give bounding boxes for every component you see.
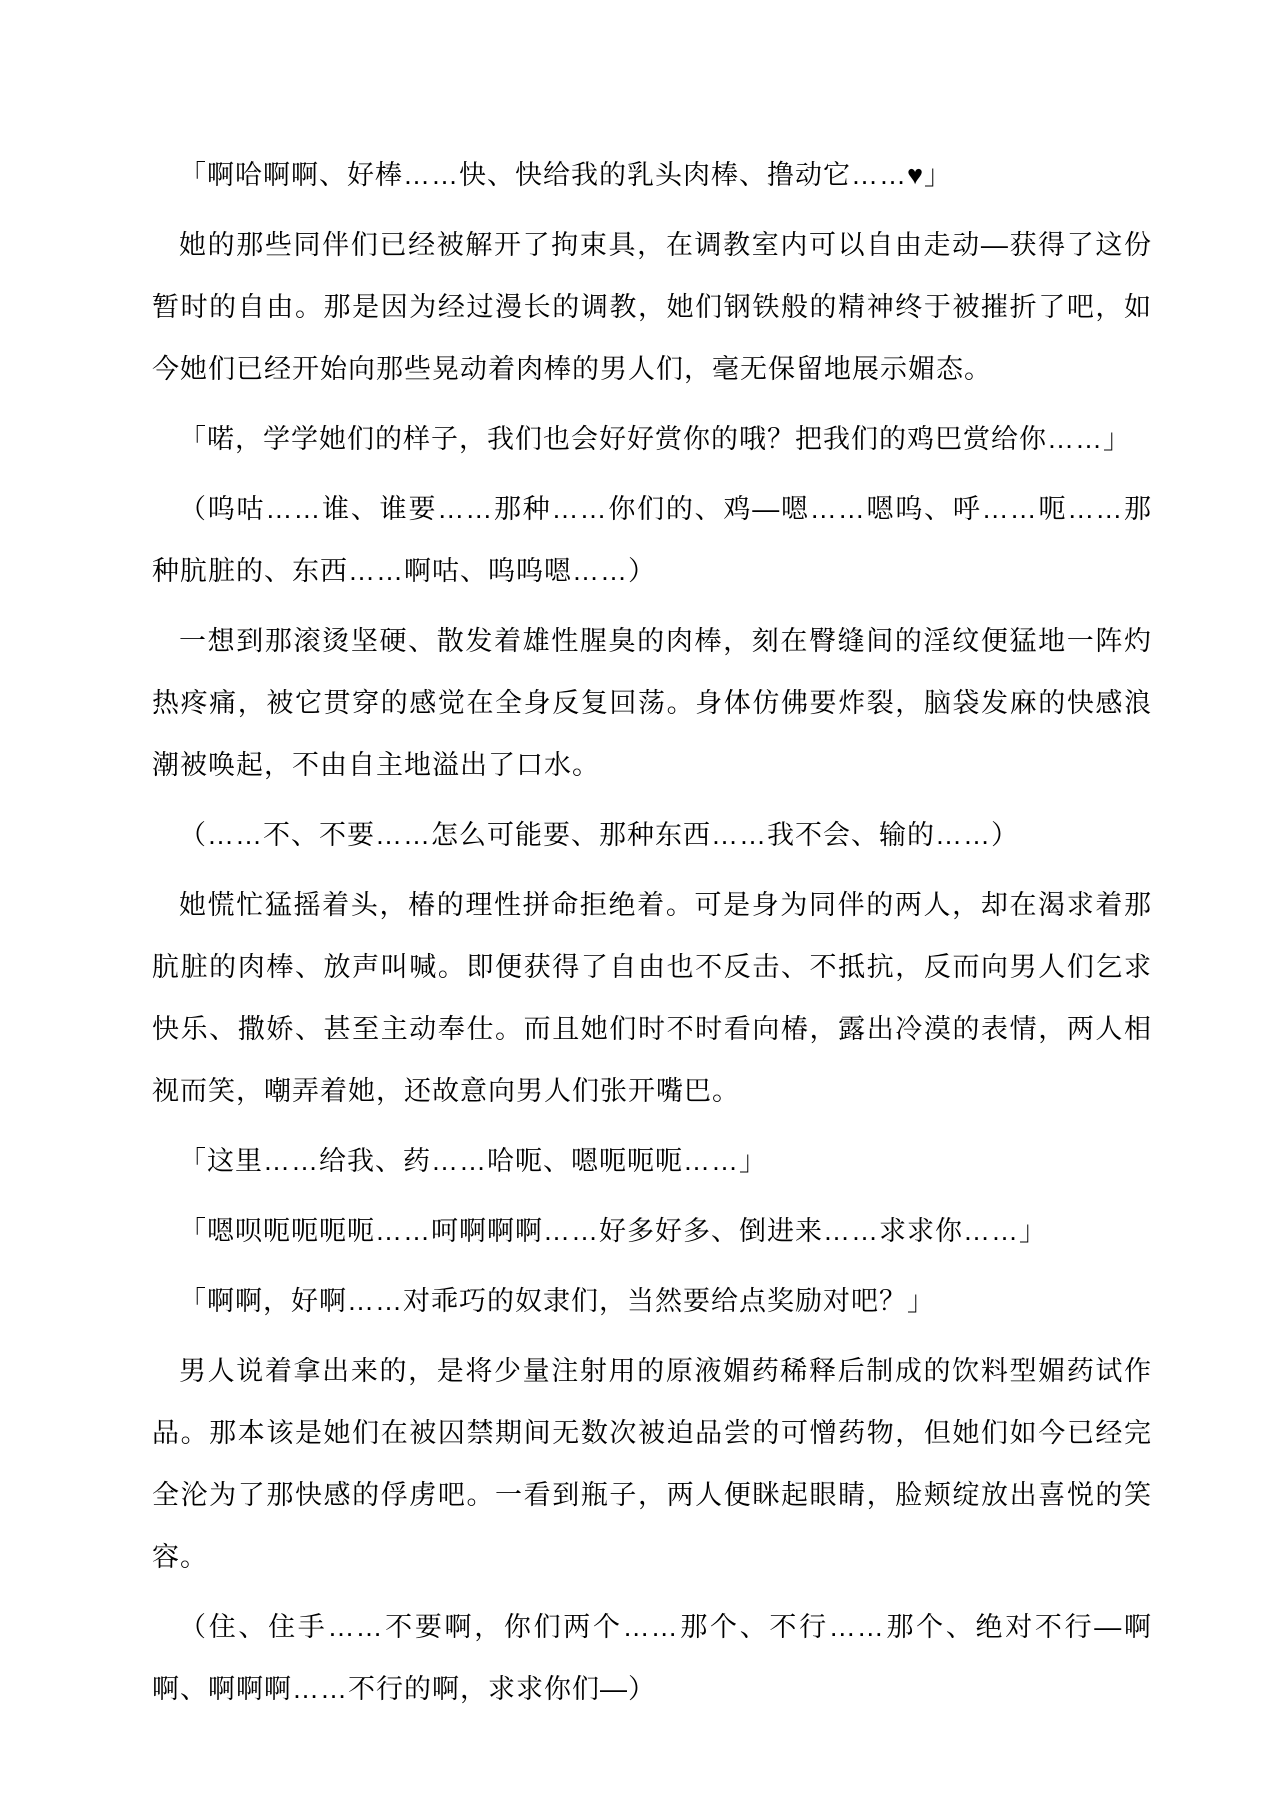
paragraph-5: 一想到那滚烫坚硬、散发着雄性腥臭的肉棒，刻在臀缝间的淫纹便猛地一阵灼热疼痛，被它贯穿的感觉在全身反复回荡。身体仿佛要炸裂，脑袋发麻的快感浪潮被唤起，不由自主地溢出了口水。 — [152, 626, 1152, 780]
paragraph-11: 男人说着拿出来的，是将少量注射用的原液媚药稀释后制成的饮料型媚药试作品。那本该是她们在被囚禁期间无数次被迫品尝的可憎药物，但她们如今已经完全沦为了那快感的俘虏吧。一看到瓶子，两人便眯起眼睛，脸颊绽放出喜悦的笑容。 — [152, 1356, 1152, 1572]
paragraph-4: （呜咕……谁、谁要……那种……你们的、鸡—嗯……嗯呜、呼……呃……那种肮脏的、东西……啊咕、呜呜嗯……） — [152, 494, 1152, 586]
paragraph-2: 她的那些同伴们已经被解开了拘束具，在调教室内可以自由走动—获得了这份暂时的自由。那是因为经过漫长的调教，她们钢铁般的精神终于被摧折了吧，如今她们已经开始向那些晃动着肉棒的男人们，毫无保留地展示媚态。 — [152, 230, 1152, 384]
paragraph-7: 她慌忙猛摇着头，椿的理性拼命拒绝着。可是身为同伴的两人，却在渴求着那肮脏的肉棒、放声叫喊。即便获得了自由也不反击、不抵抗，反而向男人们乞求快乐、撒娇、甚至主动奉仕。而且她们时不时看向椿，露出冷漠的表情，两人相视而笑，嘲弄着她，还故意向男人们张开嘴巴。 — [152, 890, 1152, 1106]
paragraph-1: 「啊哈啊啊、好棒……快、快给我的乳头肉棒、撸动它……♥」 — [179, 160, 953, 190]
paragraph-12: （住、住手……不要啊，你们两个……那个、不行……那个、绝对不行—啊啊、啊啊啊……不行的啊，求求你们—） — [152, 1612, 1152, 1704]
paragraph-10: 「啊啊，好啊……对乖巧的奴隶们，当然要给点奖励对吧？」 — [179, 1286, 935, 1316]
paragraph-6: （……不、不要……怎么可能要、那种东西……我不会、输的……） — [179, 820, 1019, 850]
novel-text-content — [152, 144, 1152, 1720]
paragraph-9: 「嗯呗呃呃呃呃……呵啊啊啊……好多好多、倒进来……求求你……」 — [179, 1216, 1047, 1246]
paragraph-3: 「喏，学学她们的样子，我们也会好好赏你的哦？把我们的鸡巴赏给你……」 — [179, 424, 1131, 454]
paragraph-8: 「这里……给我、药……哈呃、嗯呃呃呃……」 — [179, 1146, 767, 1176]
